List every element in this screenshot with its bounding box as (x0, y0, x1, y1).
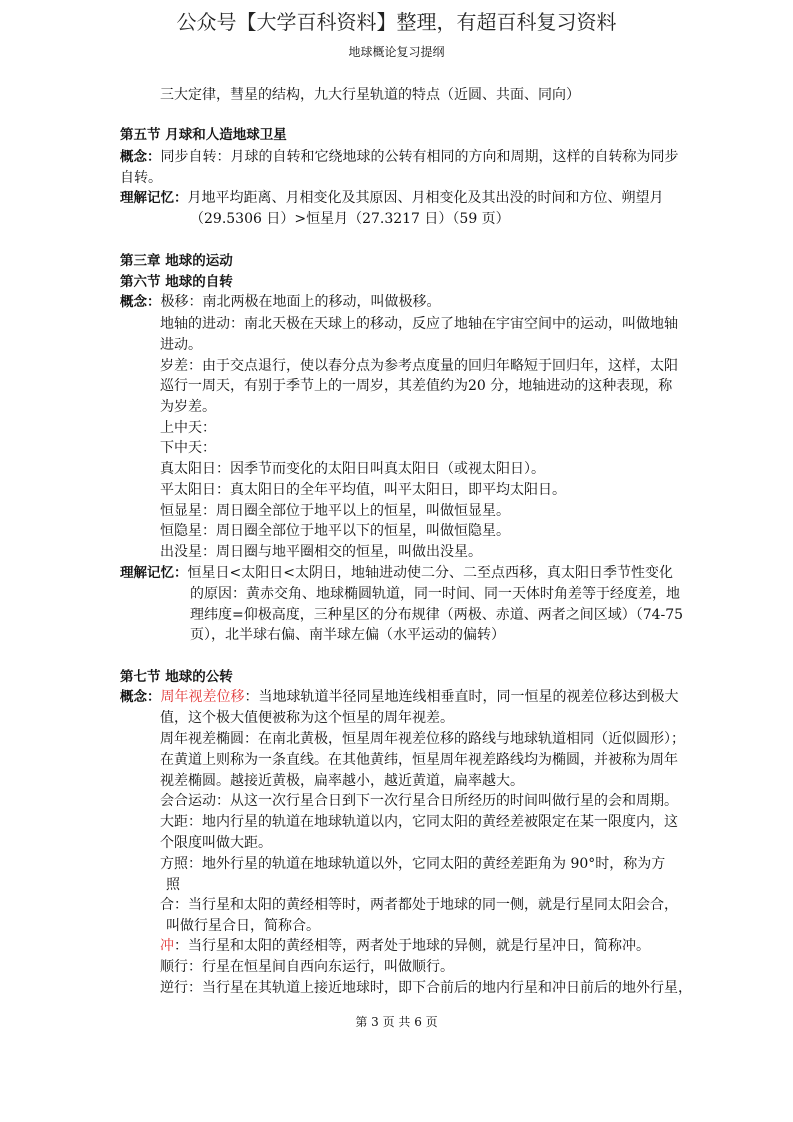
memory-line (120, 563, 673, 583)
concept-line (120, 147, 679, 167)
text-line (160, 936, 650, 956)
text-line: 会合运动：从这一次行星合日到下一次行星合日所经历的时间叫做行星的会和周期。 (160, 793, 678, 809)
concept-line (120, 687, 679, 707)
text-line: 恒隐星：周日圈全部位于地平以下的恒星，叫做恒隐星。 (160, 523, 510, 539)
concept-line (120, 292, 441, 312)
text-line: 地轴的进动：南北天极在天球上的移动，反应了地轴在宇宙空间中的运动，叫做地轴 (160, 316, 678, 332)
text-line: 进动。 (160, 337, 202, 353)
page-footer: 第 3 页 共 6 页 (355, 1015, 438, 1029)
text-line: 方照：地外行星的轨道在地球轨道以外，它同太阳的黄经差距角为 90°时，称为方 (160, 856, 666, 872)
text-line: 照 (166, 877, 180, 893)
text-line: （29.5306 日）>恒星月（27.3217 日）（59 页） (190, 211, 510, 227)
text: 月地平均距离、月相变化及其原因、月相变化及其出没的时间和方位、朔望月 (187, 190, 664, 206)
text-line: 自转。 (120, 170, 162, 186)
highlighted-term: 周年视差位移 (160, 689, 245, 705)
concept-label: 概念： (120, 149, 161, 165)
text-line: 叫做行星合日，简称合。 (166, 918, 320, 934)
text: 极移：南北两极在地面上的移动，叫做极移。 (160, 294, 441, 310)
text-line: 顺行：行星在恒星间自西向东运行，叫做顺行。 (160, 959, 454, 975)
document-subtitle: 地球概论复习提纲 (348, 45, 445, 59)
text-line: 岁差：由于交点退行，使以春分点为参考点度量的回归年略短于回归年，这样，太阳 (160, 358, 678, 374)
section-7-title: 第七节 地球的公转 (120, 669, 233, 685)
text-line: 大距：地内行星的轨道在地球轨道以内，它同太阳的黄经差被限定在某一限度内，这 (160, 814, 678, 830)
section-5-title: 第五节 月球和人造地球卫星 (120, 127, 287, 143)
watermark-header: 公众号【大学百科资料】整理，有超百科复习资料 (176, 10, 617, 34)
intro-line: 三大定律，彗星的结构，九大行星轨道的特点（近圆、共面、同向） (160, 87, 580, 103)
memory-label: 理解记忆： (120, 190, 188, 206)
text: ：当行星和太阳的黄经相等，两者处于地球的异侧，就是行星冲日，简称冲。 (174, 938, 650, 954)
text-line: 下中天： (160, 440, 216, 456)
text: 同步自转：月球的自转和它绕地球的公转有相同的方向和周期，这样的自转称为同步 (160, 149, 679, 165)
text-line: 平太阳日：真太阳日的全年平均值，叫平太阳日，即平均太阳日。 (160, 482, 566, 498)
text-line: 在黄道上则称为一条直线。在其他黄纬，恒星周年视差路线均为椭圆，并被称为周年 (160, 752, 678, 768)
text-line: 巡行一周天，有别于季节上的一周岁，其差值约为20 分，地轴进动的这种表现，称 (160, 378, 673, 394)
text-line: 合：当行星和太阳的黄经相等时，两者都处于地球的同一侧，就是行星同太阳会合， (160, 897, 678, 913)
concept-label: 概念： (120, 689, 161, 705)
text-line: 周年视差椭圆：在南北黄极，恒星周年视差位移的路线与地球轨道相同（近似圆形）； (160, 731, 685, 747)
text-line: 上中天： (160, 420, 216, 436)
text-line: 的原因：黄赤交角、地球椭圆轨道，同一时间、同一天体时角差等于经度差，地 (190, 586, 680, 602)
text-line: 页），北半球右偏、南半球左偏（水平运动的偏转） (190, 627, 505, 643)
memory-label: 理解记忆： (120, 565, 188, 581)
memory-line (120, 188, 664, 208)
text-line: 理纬度=仰极高度，三种星区的分布规律（两极、赤道、两者之间区域）（74-75 (190, 607, 684, 623)
text-line: 视差椭圆。越接近黄极，扁率越小，越近黄道，扁率越大。 (160, 773, 524, 789)
section-6-title: 第六节 地球的自转 (120, 274, 233, 290)
text-line: 真太阳日：因季节而变化的太阳日叫真太阳日（或视太阳日）。 (160, 461, 545, 477)
text-line: 出没星：周日圈与地平圈相交的恒星，叫做出没星。 (160, 544, 482, 560)
chapter-3-title: 第三章 地球的运动 (120, 253, 233, 269)
text-line: 恒显星：周日圈全部位于地平以上的恒星，叫做恒显星。 (160, 503, 510, 519)
concept-label: 概念： (120, 294, 161, 310)
text-line: 为岁差。 (160, 399, 216, 415)
text-line: 个限度叫做大距。 (160, 835, 272, 851)
text: 恒星日<太阳日<太阴日，地轴进动使二分、二至点西移，真太阳日季节性变化 (187, 565, 673, 581)
text: ：当地球轨道半径同星地连线相垂直时，同一恒星的视差位移达到极大 (244, 689, 679, 705)
highlighted-term: 冲 (160, 938, 174, 954)
text-line: 值，这个极大值便被称为这个恒星的周年视差。 (160, 710, 454, 726)
text-line: 逆行：当行星在其轨道上接近地球时，即下合前后的地内行星和冲日前后的地外行星， (160, 980, 692, 996)
